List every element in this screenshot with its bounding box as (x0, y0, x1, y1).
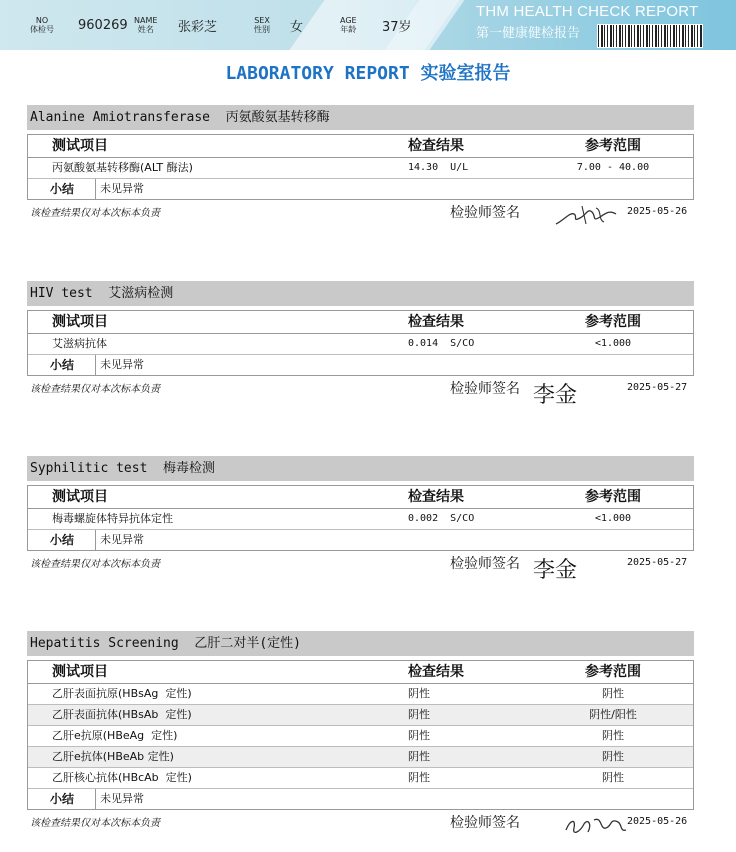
section-footer (27, 376, 694, 410)
reference-range: 阴性/阳性 (589, 708, 637, 721)
test-item: 艾滋病抗体 (52, 337, 107, 350)
col-item-header: 测试项目 (52, 664, 108, 680)
brand-title-cn: 第一健康健检报告 (476, 26, 581, 41)
summary-row (28, 355, 693, 375)
result-table (27, 310, 694, 376)
disclaimer-text: 该检查结果仅对本次标本负责 (30, 208, 160, 219)
section-heading: Alanine Amiotransferase 丙氨酸氨基转移酶 (27, 105, 694, 130)
field-name: NAME 姓名 (134, 16, 158, 34)
test-result: 14.30 U/L (408, 162, 469, 173)
table-header-row (28, 661, 693, 684)
test-result: 阴性 (408, 750, 430, 763)
test-item: 乙肝e抗原(HBeAg 定性) (52, 729, 178, 742)
summary-row (28, 530, 693, 550)
barcode-icon (597, 24, 703, 48)
summary-row (28, 789, 693, 809)
summary-label: 小结 (50, 358, 75, 372)
table-header-row (28, 135, 693, 158)
table-row (28, 768, 693, 789)
col-result-header: 检查结果 (408, 664, 464, 680)
col-range-header: 参考范围 (585, 138, 641, 154)
test-result: 阴性 (408, 708, 430, 721)
field-age: AGE 年龄 (340, 16, 357, 34)
col-result-header: 检查结果 (408, 489, 464, 505)
summary-value: 未见异常 (100, 533, 144, 546)
col-item-header: 测试项目 (52, 314, 108, 330)
summary-label: 小结 (50, 533, 75, 547)
section-heading: Hepatitis Screening 乙肝二对半(定性) (27, 631, 694, 656)
table-row (28, 158, 693, 179)
age-value: 37岁 (382, 19, 412, 35)
test-item: 乙肝e抗体(HBeAb 定性) (52, 750, 174, 763)
signature-label: 检验师签名 (450, 815, 520, 831)
sex-value: 女 (290, 19, 304, 35)
reference-range: 阴性 (602, 750, 624, 763)
col-result-header: 检查结果 (408, 138, 464, 154)
table-row (28, 509, 693, 530)
table-row (28, 705, 693, 726)
section-heading: HIV test 艾滋病检测 (27, 281, 694, 306)
test-item: 乙肝表面抗原(HBsAg 定性) (52, 687, 192, 700)
test-result: 0.002 S/CO (408, 513, 475, 524)
patient-name-value: 张彩芝 (178, 19, 218, 35)
test-result: 0.014 S/CO (408, 338, 475, 349)
summary-label: 小结 (50, 792, 75, 806)
signature-date: 2025-05-26 (627, 816, 688, 827)
section-syphilis (27, 456, 694, 585)
section-footer (27, 810, 694, 844)
page-title: LABORATORY REPORT 实验室报告 (225, 63, 511, 84)
test-result: 阴性 (408, 771, 430, 784)
test-result: 阴性 (408, 729, 430, 742)
summary-value: 未见异常 (100, 358, 144, 371)
section-alt (27, 105, 694, 234)
test-item: 乙肝核心抗体(HBcAb 定性) (52, 771, 192, 784)
table-row (28, 684, 693, 705)
signature-label: 检验师签名 (450, 205, 520, 221)
test-item: 乙肝表面抗体(HBsAb 定性) (52, 708, 192, 721)
disclaimer-text: 该检查结果仅对本次标本负责 (30, 559, 160, 570)
reference-range: 阴性 (602, 729, 624, 742)
section-hepatitis (27, 631, 694, 844)
disclaimer-text: 该检查结果仅对本次标本负责 (30, 384, 160, 395)
summary-label: 小结 (50, 182, 75, 196)
handwritten-signature-icon (552, 200, 622, 230)
disclaimer-text: 该检查结果仅对本次标本负责 (30, 818, 160, 829)
signature-date: 2025-05-27 (627, 557, 688, 568)
section-hiv (27, 281, 694, 410)
signature-date: 2025-05-26 (627, 206, 688, 217)
handwritten-signature-icon (562, 810, 632, 840)
field-exam-number: NO 体检号 (30, 16, 54, 34)
reference-range: <1.000 (594, 513, 632, 524)
result-table (27, 134, 694, 200)
reference-range: 阴性 (602, 771, 624, 784)
col-result-header: 检查结果 (408, 314, 464, 330)
exam-number-value: 960269 (78, 17, 128, 33)
summary-row (28, 179, 693, 199)
reference-range: <1.000 (594, 338, 632, 349)
test-result: 阴性 (408, 687, 430, 700)
result-table (27, 660, 694, 810)
reference-range: 7.00 - 40.00 (576, 162, 650, 173)
signer-name: 李金 (533, 383, 578, 408)
table-header-row (28, 311, 693, 334)
section-footer (27, 200, 694, 234)
summary-value: 未见异常 (100, 182, 144, 195)
col-range-header: 参考范围 (585, 489, 641, 505)
col-range-header: 参考范围 (585, 664, 641, 680)
col-item-header: 测试项目 (52, 138, 108, 154)
signer-name: 李金 (533, 558, 578, 583)
table-row (28, 747, 693, 768)
reference-range: 阴性 (602, 687, 624, 700)
table-row (28, 726, 693, 747)
field-sex: SEX 性别 (254, 16, 270, 34)
signature-label: 检验师签名 (450, 556, 520, 572)
result-table (27, 485, 694, 551)
table-header-row (28, 486, 693, 509)
signature-label: 检验师签名 (450, 381, 520, 397)
brand-title-en: THM HEALTH CHECK REPORT (476, 3, 699, 20)
col-item-header: 测试项目 (52, 489, 108, 505)
section-footer (27, 551, 694, 585)
summary-value: 未见异常 (100, 792, 144, 805)
col-range-header: 参考范围 (585, 314, 641, 330)
signature-date: 2025-05-27 (627, 382, 688, 393)
section-heading: Syphilitic test 梅毒检测 (27, 456, 694, 481)
test-item: 丙氨酸氨基转移酶(ALT 酶法) (52, 161, 193, 174)
test-item: 梅毒螺旋体特异抗体定性 (52, 512, 173, 525)
table-row (28, 334, 693, 355)
report-header-band (0, 0, 736, 50)
